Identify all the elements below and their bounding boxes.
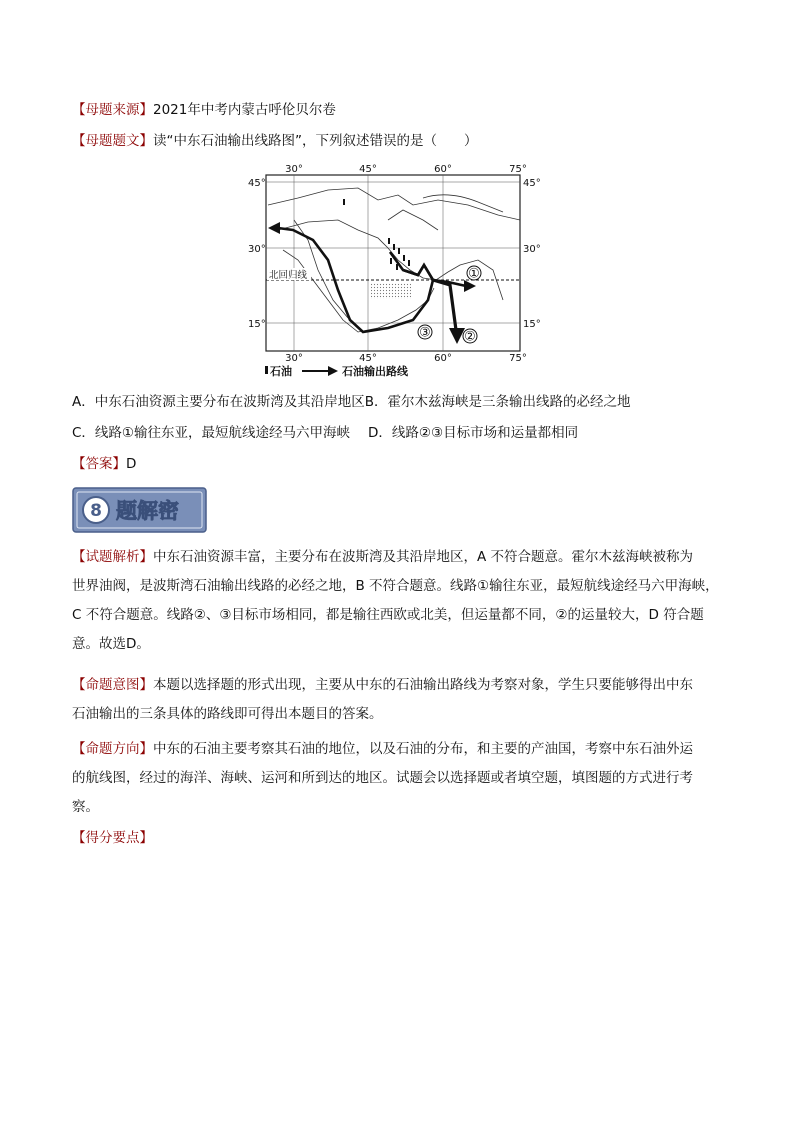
map-legend xyxy=(265,364,409,378)
top-lon-75: 75° xyxy=(509,164,527,175)
legend-route-label: 石油输出路线 xyxy=(342,365,408,378)
intent-line-1: 本题以选择题的形式出现，主要从中东的石油输出路线为考察对象，学生只要能够得出中东 xyxy=(153,677,693,693)
direction-line-1: 中东的石油主要考察其石油的地位，以及石油的分布，和主要的产油国，考察中东石油外运 xyxy=(153,741,693,757)
tropic-label: 北回归线 xyxy=(269,270,308,281)
bottom-lon-45: 45° xyxy=(359,353,377,364)
oil-legend-icon xyxy=(265,366,268,374)
solution-banner xyxy=(72,487,207,533)
points-line xyxy=(72,828,153,848)
direction-paragraph xyxy=(72,735,722,822)
points-tag: 【得分要点】 xyxy=(72,830,153,846)
left-lat-45: 45° xyxy=(248,178,266,189)
option-a: A．中东石油资源主要分布在波斯湾及其沿岸地区 xyxy=(72,394,365,410)
route-1-label: ① xyxy=(468,266,480,282)
answer-line xyxy=(72,454,136,474)
source-text: 2021年中考内蒙古呼伦贝尔卷 xyxy=(153,102,336,118)
analysis-line-4: 意。故选D。 xyxy=(72,636,150,652)
route-3-label: ③ xyxy=(419,325,431,341)
direction-tag: 【命题方向】 xyxy=(72,741,153,757)
analysis-line-2: 世界油阀，是波斯湾石油输出线路的必经之地，B 不符合题意。线路①输往东亚，最短航线途经马六甲海峡， xyxy=(72,578,719,594)
option-d: D．线路②③目标市场和运量都相同 xyxy=(368,425,579,441)
bottom-lon-60: 60° xyxy=(434,353,452,364)
question-line xyxy=(72,131,478,151)
answer-text: D xyxy=(126,456,137,472)
analysis-line-3: C 不符合题意。线路②、③目标市场相同，都是输往西欧或北美，但运量都不同，②的运量较大，D 符合题 xyxy=(72,607,704,623)
banner-text: 题解密 xyxy=(116,499,179,523)
intent-line-2: 石油输出的三条具体的路线即可得出本题目的答案。 xyxy=(72,706,383,722)
bottom-lon-30: 30° xyxy=(285,353,303,364)
route-2-label: ② xyxy=(464,329,476,345)
question-tag: 【母题题文】 xyxy=(72,133,153,149)
options-row-1 xyxy=(72,392,631,412)
option-c: C．线路①输往东亚，最短航线途经马六甲海峡 xyxy=(72,425,351,441)
option-b: B．霍尔木兹海峡是三条输出线路的必经之地 xyxy=(364,394,631,410)
intent-paragraph xyxy=(72,671,722,729)
top-lon-30: 30° xyxy=(285,164,303,175)
legend-oil-label: 石油 xyxy=(270,365,292,378)
options-row-2 xyxy=(72,423,578,443)
answer-tag: 【答案】 xyxy=(72,456,126,472)
number-8-badge-icon xyxy=(83,497,109,523)
top-lon-45: 45° xyxy=(359,164,377,175)
direction-line-3: 察。 xyxy=(72,799,99,815)
right-lat-30: 30° xyxy=(523,244,541,255)
svg-text:8: 8 xyxy=(90,501,102,521)
analysis-tag: 【试题解析】 xyxy=(72,549,153,565)
middle-east-oil-route-map xyxy=(238,160,548,382)
question-text: 读“中东石油输出线路图”，下列叙述错误的是（ ） xyxy=(153,133,478,149)
analysis-paragraph xyxy=(72,543,722,659)
left-lat-30: 30° xyxy=(248,244,266,255)
analysis-line-1: 中东石油资源丰富，主要分布在波斯湾及其沿岸地区，A 不符合题意。霍尔木兹海峡被称为 xyxy=(153,549,694,565)
bottom-lon-75: 75° xyxy=(509,353,527,364)
source-line xyxy=(72,100,336,120)
intent-tag: 【命题意图】 xyxy=(72,677,153,693)
source-tag: 【母题来源】 xyxy=(72,102,153,118)
right-lat-45: 45° xyxy=(523,178,541,189)
left-lat-15: 15° xyxy=(248,319,266,330)
top-lon-60: 60° xyxy=(434,164,452,175)
right-lat-15: 15° xyxy=(523,319,541,330)
direction-line-2: 的航线图，经过的海洋、海峡、运河和所到达的地区。试题会以选择题或者填空题，填图题的方式进行考 xyxy=(72,770,693,786)
